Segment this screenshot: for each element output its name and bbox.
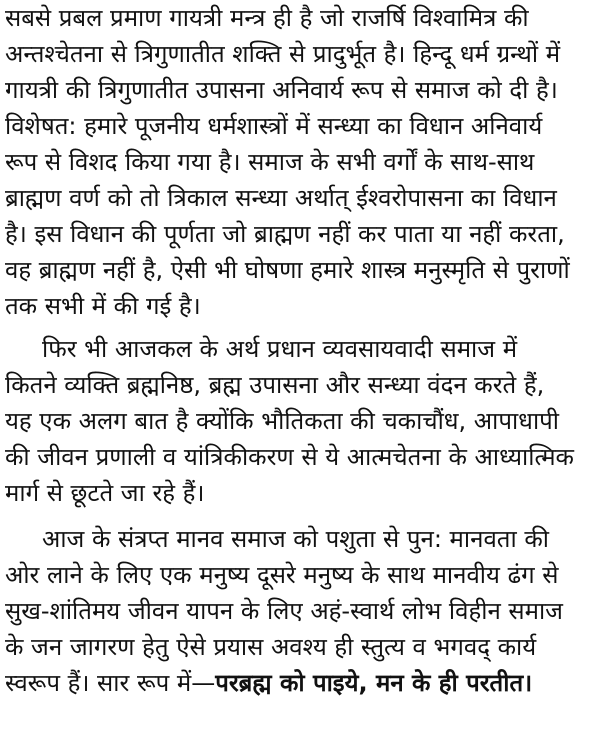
- paragraph-2-line-1: फिर भी आजकल के अर्थ प्रधान व्यवसायवादी समाज में: [42, 335, 518, 363]
- paragraph-3-line-5: [5, 665, 597, 701]
- paragraph-1-line-7: है। इस विधान की पूर्णता जो ब्राह्मण नहीं कर पाता या नहीं करता,: [5, 220, 565, 248]
- paragraph-2-line-3: यह एक अलग बात है क्योंकि भौतिकता की चकाचौंध, आपाधापी: [5, 407, 560, 435]
- paragraph-1-line-3: गायत्री की त्रिगुणातीत उपासना अनिवार्य रूप से समाज को दी है।: [5, 76, 558, 104]
- paragraph-3-line-1: आज के संत्रप्त मानव समाज को पशुता से पुन: मानवता की: [42, 525, 549, 553]
- paragraph-1-line-9: तक सभी में की गई है।: [5, 292, 201, 320]
- paragraph-2-line-2: कितने व्यक्ति ब्रह्मनिष्ठ, ब्रह्म उपासना और सन्ध्या वंदन करते हैं,: [5, 371, 545, 399]
- paragraph-2-line-4: की जीवन प्रणाली व यांत्रिकीकरण से ये आत्मचेतना के आध्यात्मिक: [5, 443, 574, 471]
- paragraph-3-line-5-bold-phrase: परब्रह्म को पाइये, मन के ही परतीत।: [215, 669, 533, 697]
- paragraph-2-line-5: मार्ग से छूटते जा रहे हैं।: [5, 479, 205, 507]
- paragraph-1-line-6: ब्राह्मण वर्ण को तो त्रिकाल सन्ध्या अर्थात् ईश्वरोपासना का विधान: [5, 184, 557, 212]
- paragraph-3-line-5-regular: स्वरूप हैं। सार रूप में—: [5, 669, 216, 697]
- paragraph-3-line-3: सुख-शांतिमय जीवन यापन के लिए अहं-स्वार्थ लोभ विहीन समाज: [5, 597, 563, 625]
- paragraph-3-line-2: ओर लाने के लिए एक मनुष्य दूसरे मनुष्य के साथ मानवीय ढंग से: [5, 561, 559, 589]
- paragraph-1-line-1: सबसे प्रबल प्रमाण गायत्री मन्त्र ही है जो राजर्षि विश्वामित्र की: [5, 4, 529, 32]
- paragraph-1-line-2: अन्तश्चेतना से त्रिगुणातीत शक्ति से प्रादुर्भूत है। हिन्दू धर्म ग्रन्थों में: [5, 40, 561, 68]
- paragraph-3-line-4: के जन जागरण हेतु ऐसे प्रयास अवश्य ही स्तुत्य व भगवद् कार्य: [5, 633, 537, 661]
- paragraph-1-line-4: विशेषत: हमारे पूजनीय धर्मशास्त्रों में सन्ध्या का विधान अनिवार्य: [5, 112, 543, 140]
- paragraph-1-line-5: रूप से विशद किया गया है। समाज के सभी वर्गों के साथ-साथ: [5, 148, 535, 176]
- paragraph-1-line-8: वह ब्राह्मण नहीं है, ऐसी भी घोषणा हमारे शास्त्र मनुस्मृति से पुराणों: [5, 256, 570, 284]
